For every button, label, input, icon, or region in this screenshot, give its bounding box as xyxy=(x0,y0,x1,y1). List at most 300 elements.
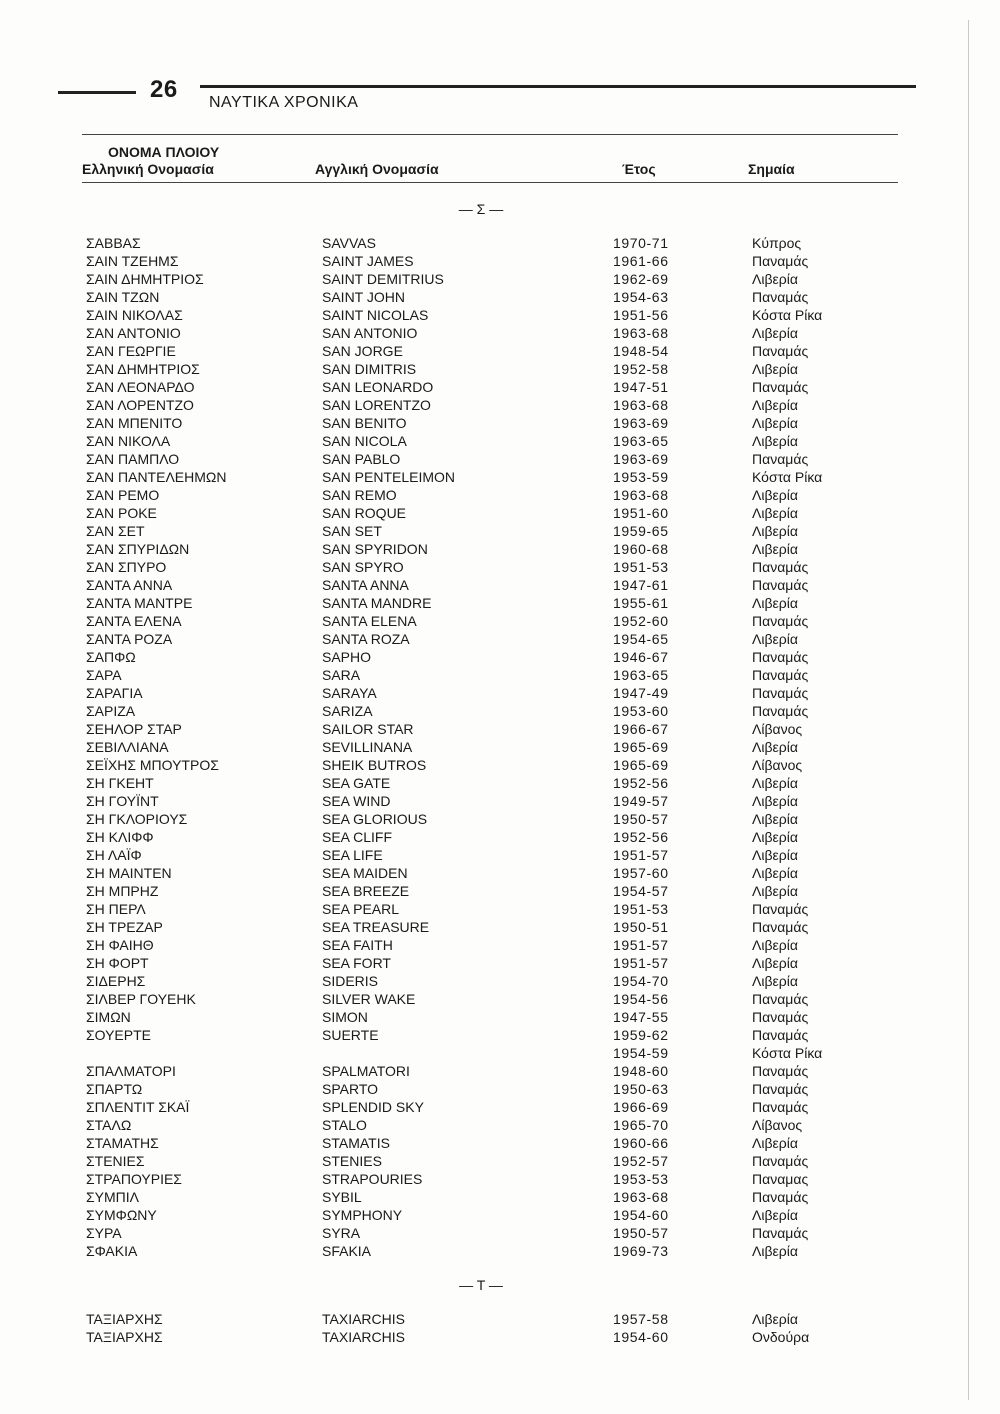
english-name-cell: SIMON xyxy=(322,1009,368,1025)
english-name-cell: SAN NICOLA xyxy=(322,433,407,449)
year-cell: 1963-68 xyxy=(613,397,669,413)
flag-cell: Κόστα Ρίκα xyxy=(752,1045,823,1061)
english-name-cell: SAN REMO xyxy=(322,487,397,503)
english-name-cell: SIDERIS xyxy=(322,973,379,989)
greek-name-cell: ΣΑΙΝ ΤΖΩΝ xyxy=(86,289,160,305)
greek-name-cell: ΤΑΞΙΑΡΧΗΣ xyxy=(86,1329,163,1345)
table-row xyxy=(0,1026,1000,1044)
year-cell: 1951-60 xyxy=(613,505,669,521)
table-row xyxy=(0,1080,1000,1098)
column-header-name-group: ΟΝΟΜΑ ΠΛΟΙΟΥ xyxy=(108,144,220,160)
table-row xyxy=(0,1134,1000,1152)
english-name-cell: SEA MAIDEN xyxy=(322,865,408,881)
greek-name-cell: ΣΠΛΕΝΤΙΤ ΣΚΑΪ xyxy=(86,1099,190,1115)
flag-cell: Λιβερία xyxy=(752,1243,798,1259)
section-letter: — Τ — xyxy=(459,1277,503,1293)
table-row xyxy=(0,486,1000,504)
flag-cell: Λιβερία xyxy=(752,811,798,827)
english-name-cell: SAN LORENTZO xyxy=(322,397,431,413)
english-name-cell: SAN PABLO xyxy=(322,451,401,467)
greek-name-cell: ΣΗ ΛΑΪΦ xyxy=(86,847,142,863)
table-row xyxy=(0,1170,1000,1188)
greek-name-cell: ΣΟΥΕΡΤΕ xyxy=(86,1027,151,1043)
english-name-cell: SPLENDID SKY xyxy=(322,1099,424,1115)
table-row xyxy=(0,936,1000,954)
year-cell: 1970-71 xyxy=(613,235,669,251)
greek-name-cell: ΣΥΡΑ xyxy=(86,1225,122,1241)
year-cell: 1951-57 xyxy=(613,955,669,971)
column-header-year: Έτος xyxy=(622,161,656,177)
table-row xyxy=(0,846,1000,864)
greek-name-cell: ΣΑΝ ΠΑΜΠΛΟ xyxy=(86,451,180,467)
english-name-cell: SUERTE xyxy=(322,1027,379,1043)
english-name-cell: SEA PEARL xyxy=(322,901,400,917)
flag-cell: Λιβερία xyxy=(752,955,798,971)
table-row xyxy=(0,630,1000,648)
column-header-english: Αγγλική Ονομασία xyxy=(315,161,439,177)
greek-name-cell: ΣΥΜΠΙΛ xyxy=(86,1189,140,1205)
greek-name-cell: ΣΙΜΩΝ xyxy=(86,1009,131,1025)
flag-cell: Παναμάς xyxy=(752,451,809,467)
year-cell: 1951-53 xyxy=(613,901,669,917)
year-cell: 1954-56 xyxy=(613,991,669,1007)
table-row xyxy=(0,414,1000,432)
year-cell: 1953-53 xyxy=(613,1171,669,1187)
year-cell: 1957-60 xyxy=(613,865,669,881)
table-row xyxy=(0,1116,1000,1134)
english-name-cell: SANTA ELENA xyxy=(322,613,417,629)
english-name-cell: SARA xyxy=(322,667,361,683)
greek-name-cell: ΣΑΝ ΜΠΕΝΙΤΟ xyxy=(86,415,183,431)
year-cell: 1965-69 xyxy=(613,739,669,755)
year-cell: 1969-73 xyxy=(613,1243,669,1259)
flag-cell: Ονδούρα xyxy=(752,1329,810,1345)
greek-name-cell: ΣΗ ΓΟΥΪΝΤ xyxy=(86,793,159,809)
year-cell: 1954-63 xyxy=(613,289,669,305)
table-row xyxy=(0,810,1000,828)
table-row xyxy=(0,558,1000,576)
flag-cell: Λιβερία xyxy=(752,829,798,845)
year-cell: 1954-57 xyxy=(613,883,669,899)
flag-cell: Λιβερία xyxy=(752,739,798,755)
column-header-flag: Σημαία xyxy=(748,161,795,177)
year-cell: 1957-58 xyxy=(613,1311,669,1327)
table-row xyxy=(0,774,1000,792)
english-name-cell: SPALMATORI xyxy=(322,1063,410,1079)
english-name-cell: SEA WIND xyxy=(322,793,391,809)
flag-cell: Παναμάς xyxy=(752,559,809,575)
table-row xyxy=(0,666,1000,684)
year-cell: 1963-68 xyxy=(613,487,669,503)
header-rule-right xyxy=(200,85,916,88)
flag-cell: Λίβανος xyxy=(752,757,803,773)
flag-cell: Παναμάς xyxy=(752,577,809,593)
flag-cell: Παναμάς xyxy=(752,343,809,359)
flag-cell: Λιβερία xyxy=(752,973,798,989)
english-name-cell: SAINT DEMITRIUS xyxy=(322,271,444,287)
greek-name-cell: ΣΑΝ ΓΕΩΡΓΙΕ xyxy=(86,343,176,359)
english-name-cell: SAINT JAMES xyxy=(322,253,414,269)
greek-name-cell: ΣΙΔΕΡΗΣ xyxy=(86,973,146,989)
flag-cell: Παναμάς xyxy=(752,703,809,719)
year-cell: 1954-60 xyxy=(613,1329,669,1345)
greek-name-cell: ΣΤΡΑΠΟΥΡΙΕΣ xyxy=(86,1171,182,1187)
table-row xyxy=(0,288,1000,306)
flag-cell: Παναμάς xyxy=(752,1099,809,1115)
flag-cell: Λιβερία xyxy=(752,487,798,503)
year-cell: 1962-69 xyxy=(613,271,669,287)
year-cell: 1963-68 xyxy=(613,325,669,341)
greek-name-cell: ΣΑΙΝ ΔΗΜΗΤΡΙΟΣ xyxy=(86,271,204,287)
english-name-cell: SAINT NICOLAS xyxy=(322,307,429,323)
flag-cell: Παναμάς xyxy=(752,991,809,1007)
english-name-cell: SAN SET xyxy=(322,523,382,539)
table-row xyxy=(0,450,1000,468)
greek-name-cell: ΣΑΝ ΡΟΚΕ xyxy=(86,505,157,521)
english-name-cell: STENIES xyxy=(322,1153,382,1169)
flag-cell: Κόστα Ρίκα xyxy=(752,307,823,323)
english-name-cell: SYMPHONY xyxy=(322,1207,403,1223)
year-cell: 1966-67 xyxy=(613,721,669,737)
flag-cell: Λιβερία xyxy=(752,325,798,341)
flag-cell: Λιβερία xyxy=(752,541,798,557)
table-row xyxy=(0,1310,1000,1328)
flag-cell: Παναμάς xyxy=(752,1081,809,1097)
year-cell: 1951-56 xyxy=(613,307,669,323)
english-name-cell: SAN DIMITRIS xyxy=(322,361,417,377)
flag-cell: Λιβερία xyxy=(752,595,798,611)
flag-cell: Παναμάς xyxy=(752,1027,809,1043)
year-cell: 1960-66 xyxy=(613,1135,669,1151)
english-name-cell: SEA FAITH xyxy=(322,937,393,953)
greek-name-cell: ΣΑΒΒΑΣ xyxy=(86,235,141,251)
english-name-cell: SAN SPYRO xyxy=(322,559,404,575)
year-cell: 1950-57 xyxy=(613,1225,669,1241)
flag-cell: Λιβερία xyxy=(752,397,798,413)
english-name-cell: SAN SPYRIDON xyxy=(322,541,428,557)
table-row xyxy=(0,360,1000,378)
table-row xyxy=(0,594,1000,612)
year-cell: 1954-59 xyxy=(613,1045,669,1061)
flag-cell: Λιβερία xyxy=(752,847,798,863)
table-row xyxy=(0,1008,1000,1026)
greek-name-cell: ΣΙΛΒΕΡ ΓΟΥΕΗΚ xyxy=(86,991,196,1007)
flag-cell: Λιβερία xyxy=(752,775,798,791)
greek-name-cell: ΣΤΑΜΑΤΗΣ xyxy=(86,1135,159,1151)
greek-name-cell: ΣΑΝ ΝΙΚΟΛΑ xyxy=(86,433,171,449)
table-row xyxy=(0,864,1000,882)
table-row xyxy=(0,720,1000,738)
table-row xyxy=(0,756,1000,774)
flag-cell: Παναμάς xyxy=(752,1063,809,1079)
greek-name-cell: ΣΑΝ ΑΝΤΟΝΙΟ xyxy=(86,325,181,341)
table-row xyxy=(0,1152,1000,1170)
flag-cell: Παναμας xyxy=(752,1171,809,1187)
english-name-cell: SAPHO xyxy=(322,649,372,665)
flag-cell: Παναμάς xyxy=(752,649,809,665)
header-rule-left xyxy=(58,91,136,94)
english-name-cell: SILVER WAKE xyxy=(322,991,416,1007)
greek-name-cell: ΣΕΒΙΛΛΙΑΝΑ xyxy=(86,739,169,755)
year-cell: 1947-61 xyxy=(613,577,669,593)
english-name-cell: SAN PENTELEIMON xyxy=(322,469,456,485)
table-top-rule xyxy=(82,134,898,135)
year-cell: 1963-69 xyxy=(613,415,669,431)
year-cell: 1948-60 xyxy=(613,1063,669,1079)
table-row xyxy=(0,648,1000,666)
table-row xyxy=(0,792,1000,810)
greek-name-cell: ΣΗ ΦΑΙΗΘ xyxy=(86,937,154,953)
table-row xyxy=(0,684,1000,702)
year-cell: 1952-56 xyxy=(613,829,669,845)
year-cell: 1963-69 xyxy=(613,451,669,467)
year-cell: 1963-65 xyxy=(613,433,669,449)
year-cell: 1966-69 xyxy=(613,1099,669,1115)
greek-name-cell: ΣΕΗΛΟΡ ΣΤΑΡ xyxy=(86,721,182,737)
year-cell: 1963-68 xyxy=(613,1189,669,1205)
flag-cell: Κόστα Ρίκα xyxy=(752,469,823,485)
year-cell: 1950-63 xyxy=(613,1081,669,1097)
flag-cell: Λίβανος xyxy=(752,721,803,737)
table-row xyxy=(0,306,1000,324)
english-name-cell: SPARTO xyxy=(322,1081,379,1097)
greek-name-cell: ΣΑΡΑ xyxy=(86,667,122,683)
english-name-cell: SEA LIFE xyxy=(322,847,383,863)
flag-cell: Λιβερία xyxy=(752,865,798,881)
english-name-cell: SEA GATE xyxy=(322,775,391,791)
table-row xyxy=(0,954,1000,972)
english-name-cell: SEA CLIFF xyxy=(322,829,393,845)
table-row xyxy=(0,1206,1000,1224)
flag-cell: Κύπρος xyxy=(752,235,802,251)
table-row xyxy=(0,900,1000,918)
flag-cell: Παναμάς xyxy=(752,1189,809,1205)
english-name-cell: SAINT JOHN xyxy=(322,289,405,305)
table-header-rule xyxy=(82,182,898,183)
table-row xyxy=(0,990,1000,1008)
english-name-cell: SARAYA xyxy=(322,685,377,701)
table-row xyxy=(0,828,1000,846)
year-cell: 1959-62 xyxy=(613,1027,669,1043)
greek-name-cell: ΣΗ ΦΟΡΤ xyxy=(86,955,149,971)
greek-name-cell: ΣΑΡΑΓΙΑ xyxy=(86,685,143,701)
greek-name-cell: ΣΗ ΚΛΙΦΦ xyxy=(86,829,154,845)
flag-cell: Λιβερία xyxy=(752,433,798,449)
greek-name-cell: ΤΑΞΙΑΡΧΗΣ xyxy=(86,1311,163,1327)
table-row xyxy=(0,396,1000,414)
flag-cell: Λιβερία xyxy=(752,505,798,521)
english-name-cell: SANTA MANDRE xyxy=(322,595,432,611)
table-row xyxy=(0,738,1000,756)
greek-name-cell: ΣΑΝΤΑ ΑΝΝΑ xyxy=(86,577,173,593)
greek-name-cell: ΣΑΝ ΔΗΜΗΤΡΙΟΣ xyxy=(86,361,200,377)
greek-name-cell: ΣΤΑΛΩ xyxy=(86,1117,132,1133)
table-row xyxy=(0,972,1000,990)
table-row xyxy=(0,576,1000,594)
year-cell: 1954-60 xyxy=(613,1207,669,1223)
year-cell: 1952-58 xyxy=(613,361,669,377)
table-row xyxy=(0,1062,1000,1080)
table-row xyxy=(0,1098,1000,1116)
flag-cell: Παναμάς xyxy=(752,379,809,395)
year-cell: 1946-67 xyxy=(613,649,669,665)
table-row xyxy=(0,234,1000,252)
table-row xyxy=(0,540,1000,558)
greek-name-cell: ΣΗ ΓΚΛΟΡΙΟΥΣ xyxy=(86,811,188,827)
year-cell: 1951-57 xyxy=(613,847,669,863)
flag-cell: Παναμάς xyxy=(752,1153,809,1169)
year-cell: 1959-65 xyxy=(613,523,669,539)
year-cell: 1948-54 xyxy=(613,343,669,359)
table-row xyxy=(0,324,1000,342)
year-cell: 1963-65 xyxy=(613,667,669,683)
greek-name-cell: ΣΑΝΤΑ ΜΑΝΤΡΕ xyxy=(86,595,193,611)
year-cell: 1965-70 xyxy=(613,1117,669,1133)
table-row xyxy=(0,1224,1000,1242)
flag-cell: Παναμάς xyxy=(752,919,809,935)
greek-name-cell: ΣΑΙΝ ΤΖΕΗΜΣ xyxy=(86,253,179,269)
greek-name-cell: ΣΤΕΝΙΕΣ xyxy=(86,1153,145,1169)
greek-name-cell: ΣΠΑΡΤΩ xyxy=(86,1081,143,1097)
greek-name-cell: ΣΑΝ ΛΕΟΝΑΡΔΟ xyxy=(86,379,195,395)
year-cell: 1953-60 xyxy=(613,703,669,719)
year-cell: 1950-51 xyxy=(613,919,669,935)
english-name-cell: SHEIK BUTROS xyxy=(322,757,427,773)
year-cell: 1952-57 xyxy=(613,1153,669,1169)
year-cell: 1954-65 xyxy=(613,631,669,647)
table-row xyxy=(0,1328,1000,1346)
page-number: 26 xyxy=(150,76,178,103)
english-name-cell: SEVILLINANA xyxy=(322,739,413,755)
english-name-cell: SAVVAS xyxy=(322,235,376,251)
year-cell: 1952-56 xyxy=(613,775,669,791)
table-row xyxy=(0,522,1000,540)
flag-cell: Λιβερία xyxy=(752,631,798,647)
greek-name-cell: ΣΥΜΦΩΝΥ xyxy=(86,1207,157,1223)
table-row xyxy=(0,342,1000,360)
table-row xyxy=(0,1188,1000,1206)
flag-cell: Λίβανος xyxy=(752,1117,803,1133)
greek-name-cell: ΣΗ ΜΑΙΝΤΕΝ xyxy=(86,865,172,881)
greek-name-cell: ΣΗ ΠΕΡΛ xyxy=(86,901,146,917)
flag-cell: Λιβερία xyxy=(752,1311,798,1327)
flag-cell: Παναμάς xyxy=(752,1009,809,1025)
english-name-cell: SYRA xyxy=(322,1225,361,1241)
english-name-cell: SAILOR STAR xyxy=(322,721,414,737)
table-row xyxy=(0,432,1000,450)
year-cell: 1947-55 xyxy=(613,1009,669,1025)
year-cell: 1965-69 xyxy=(613,757,669,773)
english-name-cell: SAN BENITO xyxy=(322,415,407,431)
table-row xyxy=(0,918,1000,936)
english-name-cell: SANTA ANNA xyxy=(322,577,409,593)
greek-name-cell: ΣΑΝΤΑ ΕΛΕΝΑ xyxy=(86,613,182,629)
english-name-cell: SAN LEONARDO xyxy=(322,379,434,395)
table-row xyxy=(0,1242,1000,1260)
english-name-cell: STALO xyxy=(322,1117,367,1133)
table-row xyxy=(0,468,1000,486)
english-name-cell: SAN ROQUE xyxy=(322,505,407,521)
english-name-cell: TAXIARCHIS xyxy=(322,1329,405,1345)
english-name-cell: SEA TREASURE xyxy=(322,919,430,935)
flag-cell: Λιβερία xyxy=(752,361,798,377)
greek-name-cell: ΣΑΙΝ ΝΙΚΟΛΑΣ xyxy=(86,307,183,323)
table-row xyxy=(0,252,1000,270)
year-cell: 1954-70 xyxy=(613,973,669,989)
greek-name-cell: ΣΦΑΚΙΑ xyxy=(86,1243,138,1259)
flag-cell: Λιβερία xyxy=(752,415,798,431)
table-row xyxy=(0,702,1000,720)
section-letter: — Σ — xyxy=(458,201,504,217)
year-cell: 1951-57 xyxy=(613,937,669,953)
flag-cell: Λιβερία xyxy=(752,883,798,899)
english-name-cell: SAN ANTONIO xyxy=(322,325,418,341)
english-name-cell: SEA FORT xyxy=(322,955,391,971)
greek-name-cell: ΣΑΡΙΖΑ xyxy=(86,703,136,719)
year-cell: 1950-57 xyxy=(613,811,669,827)
flag-cell: Παναμάς xyxy=(752,901,809,917)
english-name-cell: SANTA ROZA xyxy=(322,631,410,647)
flag-cell: Παναμάς xyxy=(752,289,809,305)
greek-name-cell: ΣΑΝ ΣΕΤ xyxy=(86,523,145,539)
greek-name-cell: ΣΑΝ ΡΕΜΟ xyxy=(86,487,160,503)
year-cell: 1949-57 xyxy=(613,793,669,809)
flag-cell: Λιβερία xyxy=(752,271,798,287)
english-name-cell: SEA GLORIOUS xyxy=(322,811,428,827)
greek-name-cell: ΣΑΝ ΛΟΡΕΝΤΖΟ xyxy=(86,397,194,413)
english-name-cell: TAXIARCHIS xyxy=(322,1311,405,1327)
magazine-title: ΝΑΥΤΙΚΑ ΧΡΟΝΙΚΑ xyxy=(209,94,359,111)
english-name-cell: SFAKIA xyxy=(322,1243,372,1259)
year-cell: 1961-66 xyxy=(613,253,669,269)
flag-cell: Λιβερία xyxy=(752,793,798,809)
year-cell: 1951-53 xyxy=(613,559,669,575)
greek-name-cell: ΣΗ ΓΚΕΗΤ xyxy=(86,775,154,791)
english-name-cell: SYBIL xyxy=(322,1189,362,1205)
flag-cell: Παναμάς xyxy=(752,685,809,701)
flag-cell: Παναμάς xyxy=(752,253,809,269)
table-row xyxy=(0,1044,1000,1062)
greek-name-cell: ΣΑΝ ΠΑΝΤΕΛΕΗΜΩΝ xyxy=(86,469,227,485)
greek-name-cell: ΣΑΝ ΣΠΥΡΟ xyxy=(86,559,167,575)
year-cell: 1952-60 xyxy=(613,613,669,629)
greek-name-cell: ΣΗ ΤΡΕΖΑΡ xyxy=(86,919,163,935)
flag-cell: Παναμάς xyxy=(752,613,809,629)
english-name-cell: SARIZA xyxy=(322,703,373,719)
year-cell: 1947-49 xyxy=(613,685,669,701)
year-cell: 1947-51 xyxy=(613,379,669,395)
table-row xyxy=(0,882,1000,900)
english-name-cell: STRAPOURIES xyxy=(322,1171,423,1187)
table-row xyxy=(0,378,1000,396)
table-row xyxy=(0,504,1000,522)
table-row xyxy=(0,612,1000,630)
flag-cell: Λιβερία xyxy=(752,523,798,539)
column-header-greek: Ελληνική Ονομασία xyxy=(82,161,214,177)
year-cell: 1953-59 xyxy=(613,469,669,485)
greek-name-cell: ΣΑΠΦΩ xyxy=(86,649,136,665)
flag-cell: Λιβερία xyxy=(752,1135,798,1151)
greek-name-cell: ΣΠΑΛΜΑΤΟΡΙ xyxy=(86,1063,176,1079)
english-name-cell: SEA BREEZE xyxy=(322,883,410,899)
greek-name-cell: ΣΗ ΜΠΡΗΖ xyxy=(86,883,159,899)
flag-cell: Λιβερία xyxy=(752,937,798,953)
year-cell: 1960-68 xyxy=(613,541,669,557)
table-row xyxy=(0,270,1000,288)
year-cell: 1955-61 xyxy=(613,595,669,611)
flag-cell: Παναμάς xyxy=(752,667,809,683)
english-name-cell: STAMATIS xyxy=(322,1135,390,1151)
